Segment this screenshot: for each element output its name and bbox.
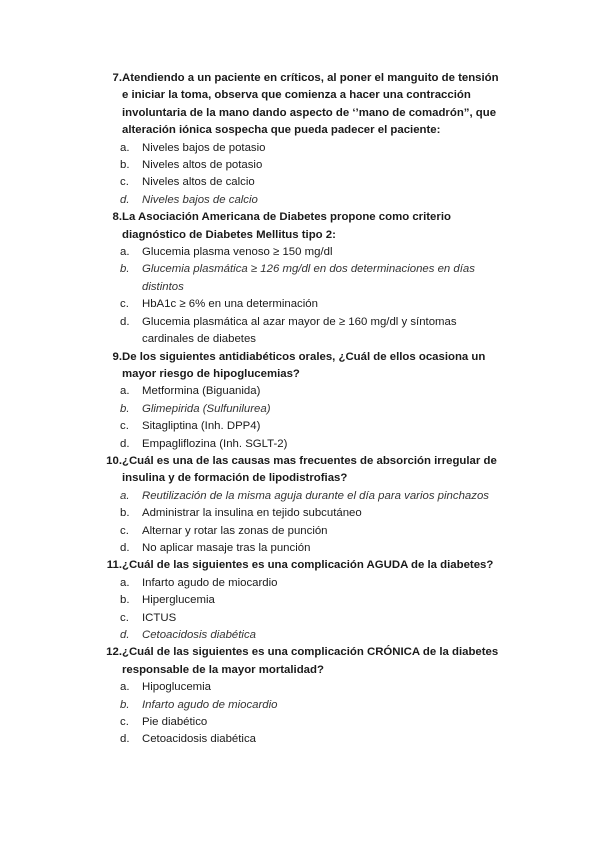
option-letter: d. xyxy=(120,541,130,554)
option-text: Glucemia plasmática ≥ 126 mg/dl en dos determinaciones en días distintos xyxy=(142,263,475,293)
option-letter: c. xyxy=(120,420,129,433)
answer-option xyxy=(102,697,502,714)
answer-option xyxy=(102,401,502,418)
option-text: Empagliflozina (Inh. SGLT-2) xyxy=(142,437,288,450)
answer-option xyxy=(102,261,502,296)
option-letter: b. xyxy=(120,263,130,276)
answer-option xyxy=(102,157,502,174)
question-text: ¿Cuál es una de las causas mas frecuentes de absorción irregular de insulina y de formación de lipodistrofias? xyxy=(122,454,497,485)
option-text: Niveles altos de potasio xyxy=(142,159,263,172)
option-letter: a. xyxy=(120,246,130,259)
option-text: Cetoacidosis diabética xyxy=(142,629,256,641)
answer-option xyxy=(102,192,502,209)
answer-option xyxy=(102,540,502,557)
option-text: Infarto agudo de miocardio xyxy=(142,698,278,711)
option-letter: d. xyxy=(120,437,130,450)
answer-option xyxy=(102,436,502,453)
option-list xyxy=(102,488,502,558)
question-heading xyxy=(102,209,502,244)
option-text: No aplicar masaje tras la punción xyxy=(142,541,311,554)
option-text: Sitagliptina (Inh. DPP4) xyxy=(142,420,261,433)
option-list xyxy=(102,383,502,453)
option-letter: b. xyxy=(120,159,130,172)
answer-option xyxy=(102,627,502,644)
question-block xyxy=(102,453,502,557)
option-list xyxy=(102,575,502,645)
option-letter: b. xyxy=(120,402,130,415)
option-text: HbA1c ≥ 6% en una determinación xyxy=(142,298,318,311)
answer-option xyxy=(102,418,502,435)
option-text: Hiperglucemia xyxy=(142,594,215,607)
option-text: Hipoglucemia xyxy=(142,681,212,694)
option-text: Metformina (Biguanida) xyxy=(142,385,261,398)
option-text: Niveles bajos de calcio xyxy=(142,193,258,206)
question-text: Atendiendo a un paciente en críticos, al poner el manguito de tensión e iniciar la toma, observa que comienza a hacer una contracción involuntaria de la mano dando aspecto de ‘’mano de comadrón”, que alteración iónica sospecha que pueda padecer el paciente: xyxy=(122,72,499,137)
question-heading xyxy=(102,70,502,140)
answer-option xyxy=(102,383,502,400)
question-text: ¿Cuál de las siguientes es una complicación AGUDA de la diabetes? xyxy=(122,559,494,572)
answer-option xyxy=(102,314,502,349)
option-text: Alternar y rotar las zonas de punción xyxy=(142,524,328,537)
option-text: ICTUS xyxy=(142,611,177,624)
option-text: Glucemia plasma venoso ≥ 150 mg/dl xyxy=(142,246,333,259)
option-letter: a. xyxy=(120,576,130,589)
option-letter: c. xyxy=(120,611,129,624)
question-block xyxy=(102,644,502,748)
answer-option xyxy=(102,296,502,313)
question-number: 7. xyxy=(112,72,122,84)
option-letter: a. xyxy=(120,681,130,694)
option-letter: d. xyxy=(120,733,130,746)
question-block xyxy=(102,209,502,348)
answer-option xyxy=(102,174,502,191)
question-number: 8. xyxy=(112,211,122,224)
question-number: 11. xyxy=(106,559,122,572)
answer-option xyxy=(102,592,502,609)
option-text: Infarto agudo de miocardio xyxy=(142,576,278,589)
question-heading xyxy=(102,349,502,384)
answer-option xyxy=(102,140,502,157)
option-letter: a. xyxy=(120,489,130,502)
option-text: Reutilización de la misma aguja durante el día para varios pinchazos xyxy=(142,489,489,502)
option-letter: c. xyxy=(120,716,129,729)
option-letter: c. xyxy=(120,524,129,537)
question-number: 9. xyxy=(112,350,122,363)
option-letter: d. xyxy=(120,315,130,328)
answer-option xyxy=(102,488,502,505)
option-text: Administrar la insulina en tejido subcutáneo xyxy=(142,507,362,520)
question-number: 12. xyxy=(106,646,122,659)
answer-option xyxy=(102,575,502,592)
answer-option xyxy=(102,679,502,696)
option-letter: d. xyxy=(120,629,130,641)
answer-option xyxy=(102,714,502,731)
option-text: Glucemia plasmática al azar mayor de ≥ 160 mg/dl y síntomas cardinales de diabetes xyxy=(142,315,457,346)
option-list xyxy=(102,140,502,210)
question-number: 10. xyxy=(106,454,122,467)
question-text: La Asociación Americana de Diabetes propone como criterio diagnóstico de Diabetes Mellitus tipo 2: xyxy=(122,211,451,241)
answer-option xyxy=(102,731,502,748)
answer-option xyxy=(102,610,502,627)
answer-option xyxy=(102,244,502,261)
option-letter: c. xyxy=(120,176,129,189)
option-text: Glimepirida (Sulfunilurea) xyxy=(142,402,271,415)
option-letter: a. xyxy=(120,385,130,398)
option-list xyxy=(102,244,502,348)
option-text: Cetoacidosis diabética xyxy=(142,733,256,746)
question-list xyxy=(102,70,502,749)
option-list xyxy=(102,679,502,749)
question-block xyxy=(102,349,502,453)
option-letter: b. xyxy=(120,507,130,520)
question-text: ¿Cuál de las siguientes es una complicación CRÓNICA de la diabetes responsable de la mayor mortalidad? xyxy=(122,646,499,676)
question-text: De los siguientes antidiabéticos orales, ¿Cuál de ellos ocasiona un mayor riesgo de hipoglucemias? xyxy=(122,350,486,380)
question-block xyxy=(102,70,502,209)
option-letter: b. xyxy=(120,594,130,607)
option-letter: d. xyxy=(120,193,130,206)
option-letter: b. xyxy=(120,698,130,711)
answer-option xyxy=(102,505,502,522)
option-letter: a. xyxy=(120,141,130,154)
option-text: Niveles bajos de potasio xyxy=(142,141,266,154)
option-text: Pie diabético xyxy=(142,716,208,729)
question-block xyxy=(102,557,502,644)
option-text: Niveles altos de calcio xyxy=(142,176,255,189)
question-heading xyxy=(102,644,502,679)
question-heading xyxy=(102,453,502,488)
question-heading xyxy=(102,557,502,574)
option-letter: c. xyxy=(120,298,129,311)
answer-option xyxy=(102,523,502,540)
